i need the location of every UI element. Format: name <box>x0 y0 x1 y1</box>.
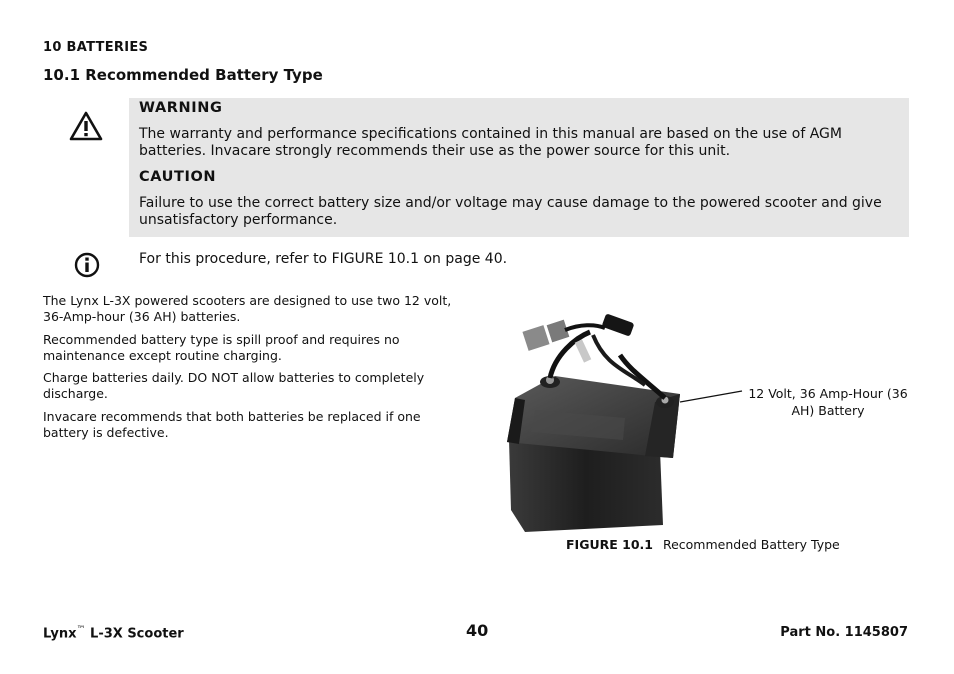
battery-callout-label: 12 Volt, 36 Amp-Hour (36 AH) Battery <box>748 386 908 418</box>
caution-heading: CAUTION <box>139 169 217 185</box>
info-icon <box>74 252 100 278</box>
trademark-symbol: ™ <box>76 625 86 635</box>
chapter-heading: 10 BATTERIES <box>43 40 149 55</box>
warning-text: The warranty and performance specifications contained in this manual are based on the use of AGM batteries. Invacare strongly recommends their use as the power source for this unit. <box>139 126 842 159</box>
figure-caption-text: Recommended Battery Type <box>662 537 840 552</box>
footer-model: L-3X Scooter <box>85 626 184 642</box>
figure-caption-label: FIGURE 10.1 <box>566 537 653 552</box>
warning-triangle-icon <box>68 110 104 142</box>
section-title: 10.1 Recommended Battery Type <box>43 66 323 84</box>
callout-leader-line <box>680 388 745 404</box>
caution-text: Failure to use the correct battery size and/or voltage may cause damage to the powered scooter and give unsatisfactory performance. <box>139 195 882 228</box>
footer-product <box>43 625 184 641</box>
battery-photo <box>495 310 685 532</box>
part-number: Part No. 1145807 <box>780 625 908 640</box>
body-paragraph: Recommended battery type is spill proof and requires no maintenance except routine charging. <box>43 332 400 363</box>
footer-product-name: Lynx <box>43 626 77 642</box>
warning-heading: WARNING <box>139 100 223 116</box>
info-text: For this procedure, refer to FIGURE 10.1 on page 40. <box>139 251 508 267</box>
body-paragraph: Invacare recommends that both batteries be replaced if one battery is defective. <box>43 409 421 440</box>
body-paragraph: The Lynx L-3X powered scooters are designed to use two 12 volt, 36-Amp-hour (36 AH) batteries. <box>43 293 452 324</box>
page-number: 40 <box>466 621 489 640</box>
figure-caption <box>566 537 840 552</box>
body-paragraph: Charge batteries daily. DO NOT allow batteries to completely discharge. <box>43 370 425 401</box>
warning-caution-box <box>129 98 909 237</box>
